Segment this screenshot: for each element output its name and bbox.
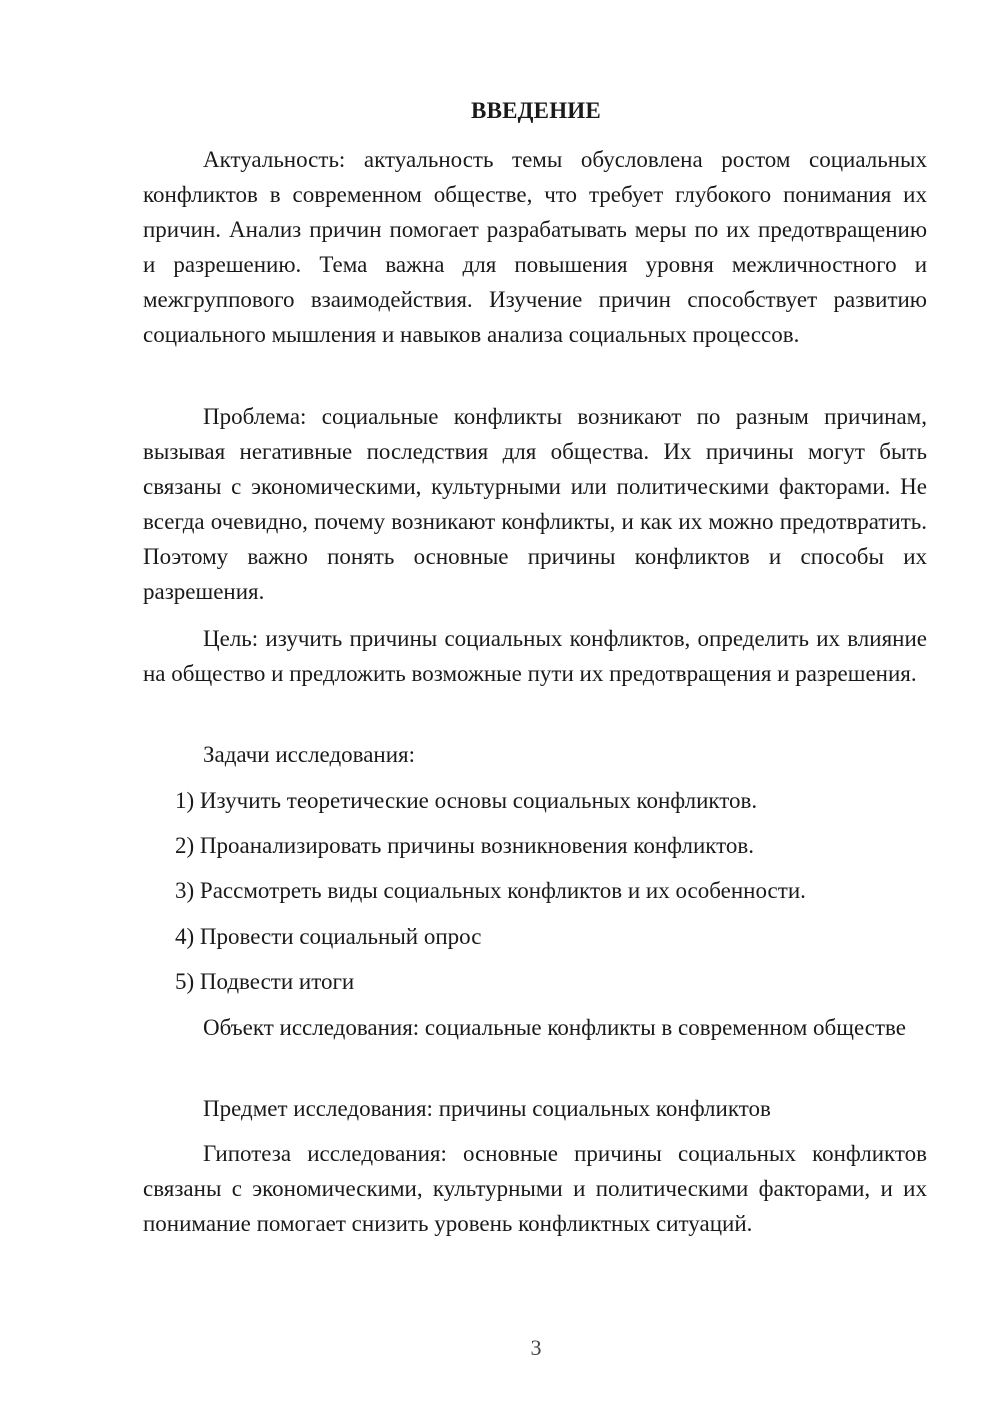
task-item: 2) Проанализировать причины возникновения конфликтов. — [175, 833, 755, 858]
page-title: ВВЕДЕНИЕ — [471, 98, 601, 123]
task-item: 4) Провести социальный опрос — [175, 924, 482, 949]
goal-paragraph: Цель: изучить причины социальных конфликтов, определить их влияние на общество и предложить возможные пути их предотвращения и разрешения. — [143, 626, 927, 686]
subject-paragraph: Предмет исследования: причины социальных конфликтов — [203, 1096, 771, 1121]
task-item: 5) Подвести итоги — [175, 969, 355, 994]
task-item: 1) Изучить теоретические основы социальных конфликтов. — [175, 788, 758, 813]
object-paragraph: Объект исследования: социальные конфликты в современном обществе — [203, 1015, 906, 1040]
page-number: 3 — [530, 1335, 542, 1360]
hypothesis-paragraph: Гипотеза исследования: основные причины социальных конфликтов связаны с экономическими, культурными и политическими факторами, и их понимание помогает снизить уровень конфликтных ситуаций. — [143, 1141, 927, 1236]
relevance-paragraph: Актуальность: актуальность темы обусловлена ростом социальных конфликтов в современном обществе, что требует глубокого понимания их причин. Анализ причин помогает разрабатывать меры по их предотвращению и разрешению. Тема важна для повышения уровня межличностного и межгруппового взаимодействия. Изучение причин способствует развитию социального мышления и навыков анализа социальных процессов. — [143, 147, 927, 347]
task-item: 3) Рассмотреть виды социальных конфликтов и их особенности. — [175, 878, 806, 903]
problem-paragraph: Проблема: социальные конфликты возникают по разным причинам, вызывая негативные последствия для общества. Их причины могут быть связаны с экономическими, культурными или политическими факторами. Не всегда очевидно, почему возникают конфликты, и как их можно предотвратить. Поэтому важно понять основные причины конфликтов и способы их разрешения. — [143, 404, 927, 604]
tasks-heading: Задачи исследования: — [203, 742, 416, 767]
